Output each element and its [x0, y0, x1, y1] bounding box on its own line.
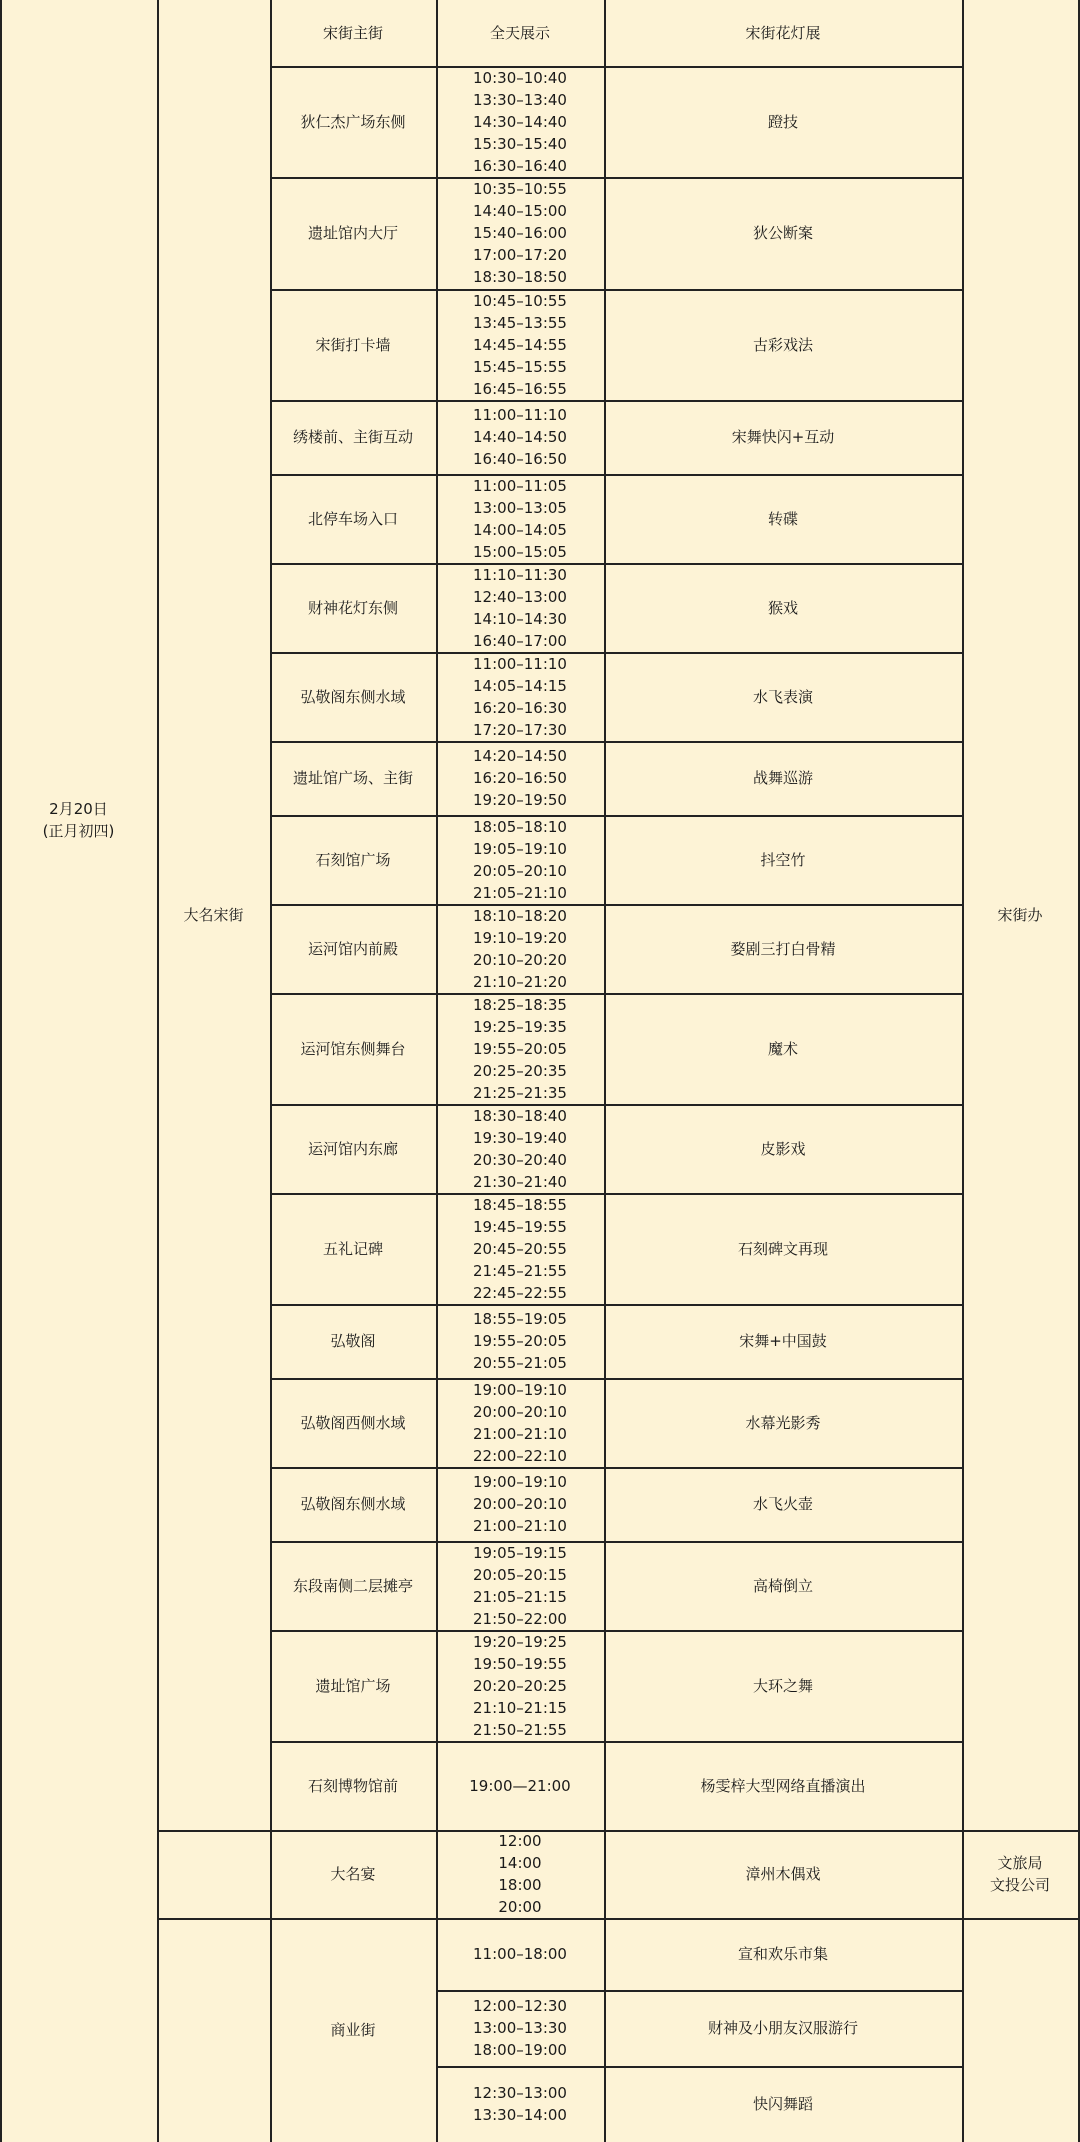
program-cell: [604, 2066, 962, 2142]
location-label: 弘敬阁东侧水域: [300, 687, 406, 706]
location-label: 弘敬阁东侧水域: [300, 1495, 406, 1513]
time-slot: 14:00: [498, 1854, 542, 1872]
grid-line: [270, 289, 962, 291]
time-slot: 全天展示: [489, 24, 550, 42]
program-cell: [604, 1918, 962, 1990]
program-cell: [604, 1378, 962, 1467]
location-label: 运河馆内前殿: [307, 939, 398, 958]
program-label: 宋街花灯展: [745, 24, 821, 42]
program-cell: [604, 1541, 962, 1630]
grid-line: [270, 1541, 962, 1543]
program-cell: [604, 652, 962, 741]
location-label: 北停车场入口: [307, 509, 398, 528]
time-cell: [436, 1630, 604, 1741]
time-slot: 19:20–19:50: [473, 791, 567, 809]
time-slot: 21:10–21:15: [473, 1698, 567, 1717]
program-label: 魔术: [767, 1039, 798, 1058]
time-slot: 19:00—21:00: [469, 1776, 571, 1795]
organizer-label: 宋街办: [997, 906, 1043, 924]
location-cell: [270, 0, 436, 66]
time-slot: 16:20–16:30: [473, 698, 567, 717]
venue-cell: [157, 0, 270, 1830]
location-cell: [270, 1104, 436, 1193]
organizer-label: 文旅局: [997, 1854, 1043, 1872]
grid-line: [270, 904, 962, 906]
time-slot: 21:05–21:15: [473, 1587, 567, 1606]
grid-line: [270, 66, 962, 68]
grid-line: [270, 815, 962, 817]
time-cell: [436, 1830, 604, 1918]
time-slot: 19:00–19:10: [473, 1473, 567, 1491]
time-slot: 13:30–14:00: [473, 2106, 567, 2124]
time-slot: 20:55–21:05: [473, 1354, 567, 1372]
time-slot: 13:00–13:05: [473, 498, 567, 517]
time-slot: 13:00–13:30: [473, 2019, 567, 2037]
location-cell: [270, 1630, 436, 1741]
program-label: 水飞表演: [752, 687, 813, 706]
grid-line: [270, 652, 962, 654]
location-cell: [270, 741, 436, 815]
time-slot: 21:50–21:55: [473, 1720, 567, 1739]
time-cell: [436, 904, 604, 993]
time-slot: 18:55–19:05: [473, 1310, 567, 1328]
grid-line: [436, 2066, 962, 2068]
time-slot: 12:00–12:30: [473, 1997, 567, 2015]
time-cell: [436, 815, 604, 904]
program-label: 抖空竹: [760, 850, 806, 869]
time-cell: [436, 289, 604, 400]
location-cell: [270, 66, 436, 177]
time-slot: 14:30–14:40: [473, 112, 567, 131]
program-cell: [604, 741, 962, 815]
time-cell: [436, 1467, 604, 1541]
location-cell: [270, 1193, 436, 1304]
date-label: 2月20日: [49, 800, 108, 818]
program-cell: [604, 1304, 962, 1378]
time-cell: [436, 177, 604, 289]
time-slot: 20:20–20:25: [473, 1676, 567, 1695]
program-label: 皮影戏: [760, 1139, 806, 1158]
time-slot: 19:10–19:20: [473, 928, 567, 947]
time-slot: 18:30–18:40: [473, 1106, 567, 1125]
location-label: 弘敬阁西侧水域: [300, 1413, 406, 1432]
location-label: 遗址馆广场: [315, 1676, 391, 1695]
time-slot: 19:20–19:25: [473, 1632, 567, 1651]
program-label: 宋舞快闪+互动: [731, 428, 835, 446]
program-cell: [604, 563, 962, 652]
time-slot: 13:30–13:40: [473, 90, 567, 109]
time-slot: 19:00–19:10: [473, 1380, 567, 1399]
location-cell: [270, 474, 436, 563]
program-cell: [604, 1630, 962, 1741]
time-cell: [436, 474, 604, 563]
time-slot: 15:30–15:40: [473, 134, 567, 153]
date-cell: [0, 0, 157, 1640]
time-slot: 14:00–14:05: [473, 520, 567, 539]
time-slot: 20:00–20:10: [473, 1495, 567, 1513]
time-slot: 16:40–16:50: [473, 450, 567, 468]
time-slot: 14:40–15:00: [473, 202, 567, 220]
location-cell: [270, 993, 436, 1104]
time-slot: 15:00–15:05: [473, 542, 567, 561]
grid-line: [270, 1193, 962, 1195]
venue-label: 大名宋街: [183, 906, 244, 924]
time-slot: 16:20–16:50: [473, 769, 567, 787]
time-slot: 19:50–19:55: [473, 1654, 567, 1673]
program-cell: [604, 289, 962, 400]
grid-line: [157, 1830, 1080, 1832]
time-slot: 10:45–10:55: [473, 291, 567, 310]
location-label: 运河馆内东廊: [307, 1139, 398, 1158]
time-cell: [436, 400, 604, 474]
time-slot: 16:40–17:00: [473, 631, 567, 650]
time-slot: 14:10–14:30: [473, 609, 567, 628]
time-slot: 21:50–22:00: [473, 1609, 567, 1628]
grid-line: [157, 1918, 1080, 1920]
program-cell: [604, 177, 962, 289]
location-label: 商业街: [330, 2021, 376, 2039]
program-label: 水幕光影秀: [745, 1413, 821, 1432]
time-slot: 14:40–14:50: [473, 428, 567, 446]
program-label: 石刻碑文再现: [737, 1239, 828, 1258]
time-slot: 20:05–20:10: [473, 861, 567, 880]
location-label: 五礼记碑: [322, 1239, 383, 1258]
grid-line: [270, 1630, 962, 1632]
time-cell: [436, 1990, 604, 2066]
time-slot: 20:30–20:40: [473, 1150, 567, 1169]
time-cell: [436, 0, 604, 66]
program-cell: [604, 1830, 962, 1918]
program-label: 高椅倒立: [752, 1576, 813, 1595]
time-cell: [436, 993, 604, 1104]
time-slot: 14:45–14:55: [473, 335, 567, 354]
grid-line: [270, 1304, 962, 1306]
grid-line: [270, 993, 962, 995]
time-slot: 19:05–19:10: [473, 839, 567, 858]
location-cell: [270, 400, 436, 474]
time-slot: 15:45–15:55: [473, 357, 567, 376]
time-slot: 19:55–20:05: [473, 1039, 567, 1058]
program-cell: [604, 474, 962, 563]
location-label: 狄仁杰广场东侧: [300, 112, 406, 131]
time-slot: 17:20–17:30: [473, 720, 567, 739]
program-label: 蹬技: [767, 112, 798, 131]
location-label: 东段南侧二层摊亭: [292, 1576, 413, 1595]
time-slot: 18:25–18:35: [473, 995, 567, 1014]
time-slot: 10:35–10:55: [473, 180, 567, 198]
grid-line: [270, 741, 962, 743]
location-label: 石刻博物馆前: [307, 1776, 398, 1795]
time-slot: 21:25–21:35: [473, 1083, 567, 1102]
program-label: 杨雯梓大型网络直播演出: [700, 1776, 866, 1795]
program-label: 宣和欢乐市集: [737, 1945, 828, 1963]
location-cell: [270, 1541, 436, 1630]
location-label: 弘敬阁: [330, 1332, 376, 1350]
location-label: 财神花灯东侧: [307, 598, 398, 617]
program-cell: [604, 66, 962, 177]
grid-line: [270, 474, 962, 476]
time-slot: 12:00: [498, 1832, 542, 1850]
time-slot: 18:00: [498, 1876, 542, 1894]
time-slot: 18:45–18:55: [473, 1195, 567, 1214]
program-cell: [604, 1990, 962, 2066]
program-cell: [604, 904, 962, 993]
time-slot: 20:00: [498, 1898, 542, 1916]
location-label: 运河馆东侧舞台: [300, 1039, 406, 1058]
program-cell: [604, 815, 962, 904]
time-slot: 11:00–11:05: [473, 476, 567, 495]
location-cell: [270, 815, 436, 904]
time-slot: 16:30–16:40: [473, 156, 567, 175]
time-cell: [436, 2066, 604, 2142]
time-slot: 19:25–19:35: [473, 1017, 567, 1036]
time-cell: [436, 652, 604, 741]
time-slot: 20:25–20:35: [473, 1061, 567, 1080]
time-slot: 20:10–20:20: [473, 950, 567, 969]
location-cell: [270, 177, 436, 289]
location-label: 石刻馆广场: [315, 850, 391, 869]
organizer-label: 文投公司: [989, 1876, 1050, 1894]
time-slot: 11:10–11:30: [473, 565, 567, 584]
program-cell: [604, 400, 962, 474]
organizer-cell: [962, 0, 1078, 1830]
grid-line: [270, 563, 962, 565]
location-cell: [270, 652, 436, 741]
location-label: 宋街主街: [322, 24, 383, 42]
time-cell: [436, 741, 604, 815]
time-slot: 19:55–20:05: [473, 1332, 567, 1350]
location-cell: [270, 1741, 436, 1830]
time-slot: 11:00–18:00: [473, 1945, 567, 1963]
time-slot: 21:00–21:10: [473, 1517, 567, 1535]
time-slot: 15:40–16:00: [473, 224, 567, 242]
time-slot: 16:45–16:55: [473, 379, 567, 398]
location-cell: [270, 289, 436, 400]
program-cell: [604, 0, 962, 66]
time-slot: 21:00–21:10: [473, 1424, 567, 1443]
time-slot: 19:30–19:40: [473, 1128, 567, 1147]
program-cell: [604, 1104, 962, 1193]
program-label: 战舞巡游: [752, 769, 813, 787]
time-cell: [436, 1378, 604, 1467]
time-slot: 21:30–21:40: [473, 1172, 567, 1191]
program-label: 财神及小朋友汉服游行: [707, 2019, 858, 2037]
time-slot: 18:30–18:50: [473, 268, 567, 286]
program-cell: [604, 1467, 962, 1541]
time-slot: 21:45–21:55: [473, 1261, 567, 1280]
program-label: 婺剧三打白骨精: [730, 939, 836, 958]
time-cell: [436, 1304, 604, 1378]
location-label: 遗址馆广场、主街: [292, 769, 413, 787]
time-slot: 20:05–20:15: [473, 1565, 567, 1584]
time-cell: [436, 1541, 604, 1630]
grid-line: [270, 177, 962, 179]
program-label: 宋舞+中国鼓: [739, 1332, 827, 1350]
time-slot: 18:05–18:10: [473, 817, 567, 836]
time-slot: 12:40–13:00: [473, 587, 567, 606]
time-slot: 18:00–19:00: [473, 2041, 567, 2059]
time-slot: 14:05–14:15: [473, 676, 567, 695]
location-label: 遗址馆内大厅: [307, 224, 398, 242]
time-slot: 12:30–13:00: [473, 2084, 567, 2102]
time-slot: 19:05–19:15: [473, 1543, 567, 1562]
time-slot: 22:45–22:55: [473, 1283, 567, 1302]
time-slot: 21:05–21:10: [473, 883, 567, 902]
program-label: 漳州木偶戏: [745, 1865, 821, 1883]
location-cell: [270, 1467, 436, 1541]
time-cell: [436, 1741, 604, 1830]
program-cell: [604, 1193, 962, 1304]
location-label: 大名宴: [330, 1865, 376, 1883]
location-label: 绣楼前、主街互动: [292, 428, 413, 446]
time-cell: [436, 1918, 604, 1990]
time-slot: 17:00–17:20: [473, 246, 567, 264]
program-label: 大环之舞: [752, 1676, 813, 1695]
program-label: 水飞火壶: [752, 1495, 813, 1513]
grid-line: [270, 400, 962, 402]
program-label: 快闪舞蹈: [752, 2095, 813, 2113]
grid-line: [270, 1104, 962, 1106]
location-cell: [270, 904, 436, 993]
time-cell: [436, 66, 604, 177]
location-cell: [270, 1918, 436, 2142]
location-cell: [270, 563, 436, 652]
time-slot: 10:30–10:40: [473, 68, 567, 87]
time-cell: [436, 1104, 604, 1193]
grid-line: [270, 1467, 962, 1469]
organizer-cell: [962, 1830, 1078, 1918]
date-weekday-label: (正月初四): [42, 822, 115, 840]
time-cell: [436, 563, 604, 652]
program-label: 猴戏: [767, 598, 798, 617]
time-slot: 20:45–20:55: [473, 1239, 567, 1258]
program-cell: [604, 1741, 962, 1830]
time-slot: 19:45–19:55: [473, 1217, 567, 1236]
program-cell: [604, 993, 962, 1104]
time-slot: 14:20–14:50: [473, 747, 567, 765]
time-slot: 21:10–21:20: [473, 972, 567, 991]
program-label: 古彩戏法: [752, 335, 813, 354]
grid-line: [270, 1378, 962, 1380]
time-slot: 13:45–13:55: [473, 313, 567, 332]
program-label: 狄公断案: [752, 224, 813, 242]
time-slot: 11:00–11:10: [473, 654, 567, 673]
time-slot: 20:00–20:10: [473, 1402, 567, 1421]
time-slot: 22:00–22:10: [473, 1446, 567, 1465]
program-label: 转碟: [767, 509, 798, 528]
time-slot: 18:10–18:20: [473, 906, 567, 925]
grid-line: [270, 1741, 962, 1743]
time-slot: 11:00–11:10: [473, 406, 567, 424]
location-label: 宋街打卡墙: [315, 335, 391, 354]
location-cell: [270, 1830, 436, 1918]
time-cell: [436, 1193, 604, 1304]
grid-line: [436, 1990, 962, 1992]
location-cell: [270, 1378, 436, 1467]
location-cell: [270, 1304, 436, 1378]
